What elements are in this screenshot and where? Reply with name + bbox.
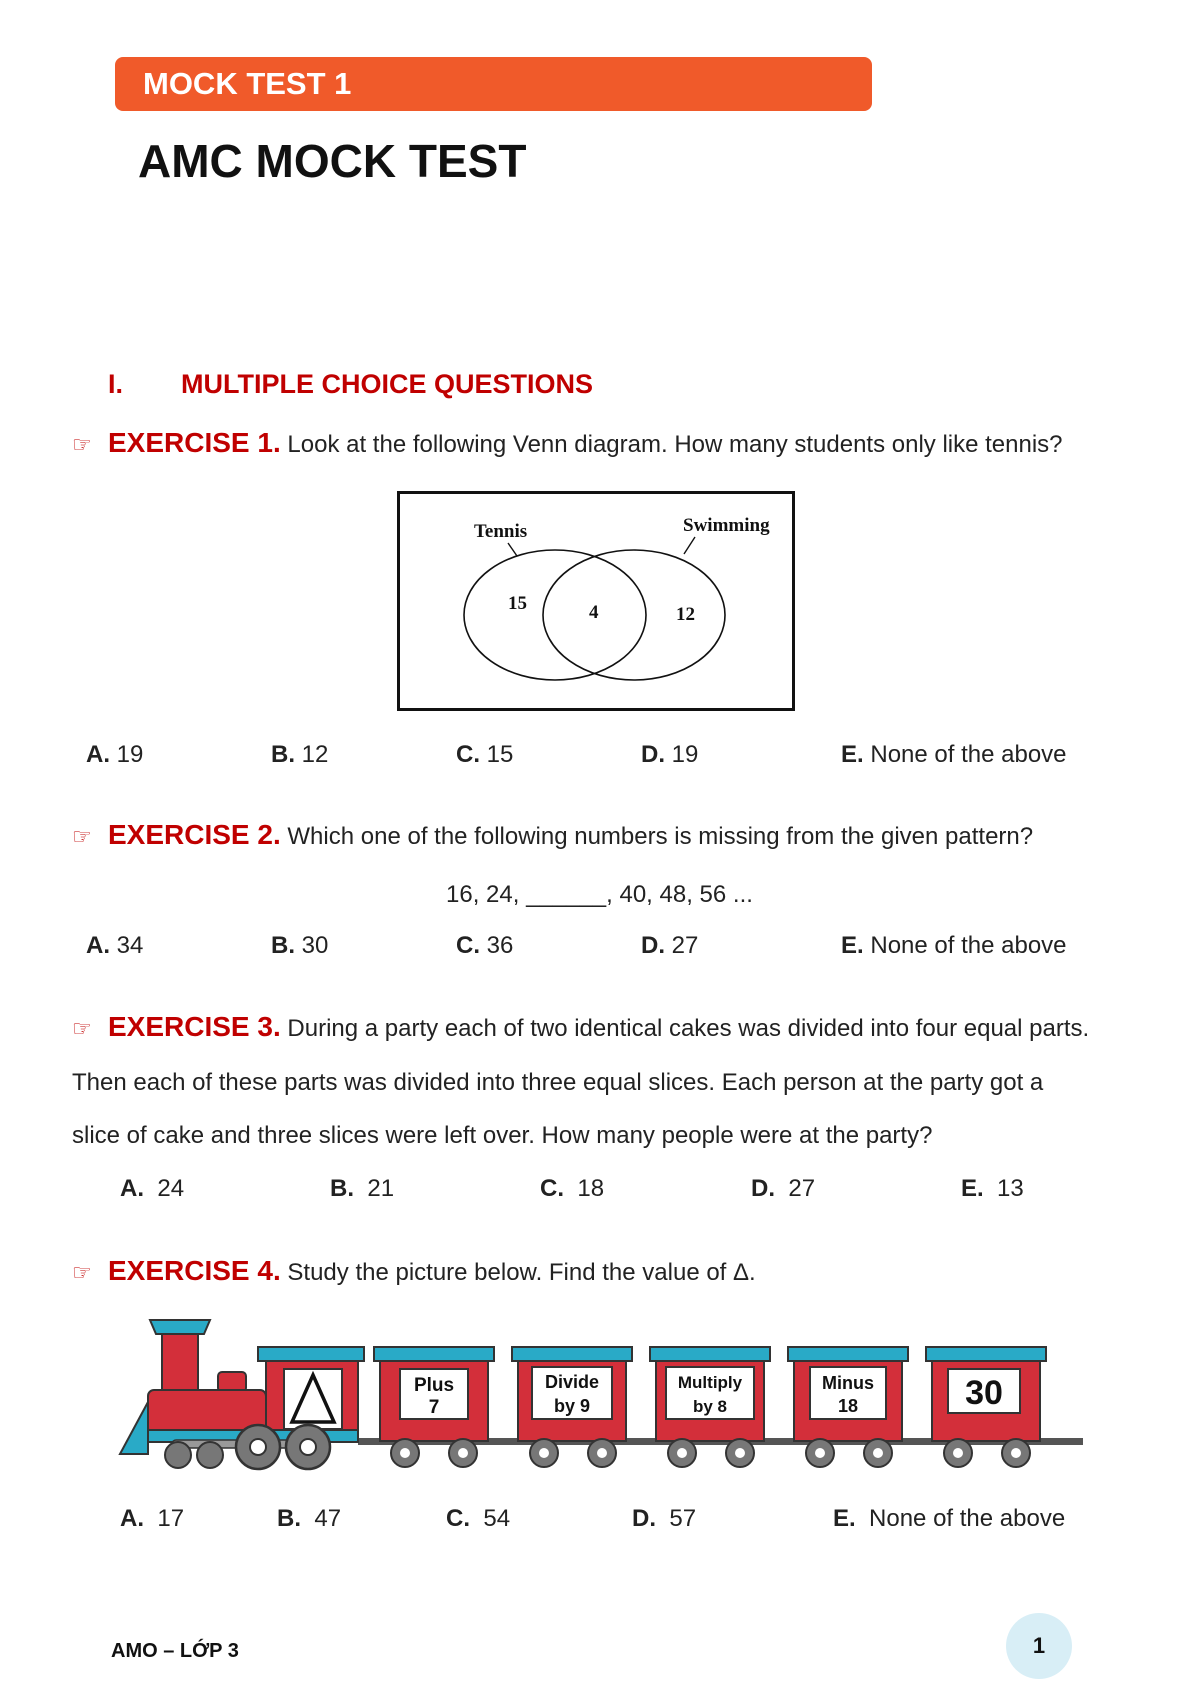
- exercise-3-text-line-3: slice of cake and three slices were left over. How many people were at the party?: [72, 1122, 933, 1149]
- ex3-option-d[interactable]: D. 27: [751, 1175, 816, 1202]
- ex2-option-e[interactable]: E. None of the above: [841, 932, 1067, 959]
- ex3-option-a[interactable]: A. 24: [120, 1175, 185, 1202]
- train-car-minus: [788, 1347, 908, 1467]
- exercise-3-text-line-2: Then each of these parts was divided into three equal slices. Each person at the party got a: [72, 1069, 1044, 1096]
- ex3-option-e[interactable]: E. 13: [961, 1175, 1024, 1202]
- ex4-option-e[interactable]: E. None of the above: [833, 1505, 1066, 1532]
- pointing-hand-icon: ☞: [72, 824, 92, 849]
- exercise-2-text: Which one of the following numbers is missing from the given pattern?: [287, 823, 1034, 850]
- ex1-option-b[interactable]: B. 12: [271, 741, 329, 768]
- ex4-option-a[interactable]: A. 17: [120, 1505, 185, 1532]
- ex4-option-d[interactable]: D. 57: [632, 1505, 697, 1532]
- ex1-option-d[interactable]: D. 19: [641, 741, 699, 768]
- tennis-label: Tennis: [474, 521, 528, 542]
- train-car-multiply: [650, 1347, 770, 1467]
- exercise-1-label: EXERCISE 1.: [108, 427, 281, 458]
- swimming-only-value: 12: [676, 604, 695, 625]
- exercise-1-question: [72, 427, 1063, 459]
- mock-test-banner: [115, 57, 872, 111]
- ex1-option-c[interactable]: C. 15: [456, 741, 514, 768]
- exercise-4-label: EXERCISE 4.: [108, 1255, 281, 1286]
- ex2-option-c[interactable]: C. 36: [456, 932, 514, 959]
- page-title: AMC MOCK TEST: [138, 135, 527, 187]
- car-2-line-1: Divide: [544, 1372, 600, 1392]
- pointing-hand-icon: ☞: [72, 1260, 92, 1285]
- number-pattern: 16, 24, ______, 40, 48, 56 ...: [446, 881, 753, 908]
- ex2-option-b[interactable]: B. 30: [271, 932, 329, 959]
- ex2-option-a[interactable]: A. 34: [86, 932, 144, 959]
- ex4-option-b[interactable]: B. 47: [277, 1505, 342, 1532]
- locomotive: [120, 1320, 364, 1469]
- venn-diagram: [397, 491, 795, 711]
- exercise-3-question: [72, 1011, 1089, 1043]
- ex4-option-c[interactable]: C. 54: [446, 1505, 511, 1532]
- footer-label: AMO – LỚP 3: [111, 1640, 239, 1662]
- swimming-circle: [543, 550, 725, 680]
- banner-label: MOCK TEST 1: [143, 66, 352, 101]
- exercise-2-question: [72, 819, 1033, 851]
- section-heading: [108, 369, 593, 400]
- pointing-hand-icon: ☞: [72, 432, 92, 457]
- exercise-3-label: EXERCISE 3.: [108, 1011, 281, 1042]
- car-3-line-1: Multiply: [677, 1373, 743, 1392]
- car-5-value: 30: [965, 1374, 1003, 1412]
- train-picture: [108, 1312, 1088, 1477]
- ex3-option-c[interactable]: C. 18: [540, 1175, 605, 1202]
- exercise-4-text: Study the picture below. Find the value of Δ.: [287, 1259, 756, 1286]
- exercise-2-label: EXERCISE 2.: [108, 819, 281, 850]
- section-number: I.: [108, 369, 124, 399]
- page-number: 1: [1006, 1613, 1072, 1679]
- car-4-line-1: Minus: [822, 1373, 874, 1393]
- swimming-label: Swimming: [683, 515, 770, 536]
- car-2-line-2: by 9: [553, 1396, 591, 1416]
- car-1-line-1: Plus: [413, 1375, 455, 1396]
- tennis-circle: [464, 550, 646, 680]
- train-car-plus: [374, 1347, 494, 1467]
- ex1-option-a[interactable]: A. 19: [86, 741, 144, 768]
- train-car-divide: [512, 1347, 632, 1467]
- exercise-3-text-line-1: During a party each of two identical cakes was divided into four equal parts.: [287, 1015, 1090, 1042]
- car-4-line-2: 18: [837, 1396, 859, 1416]
- car-1-line-2: 7: [428, 1397, 440, 1418]
- tennis-only-value: 15: [508, 593, 527, 614]
- ex1-option-e[interactable]: E. None of the above: [841, 741, 1067, 768]
- ex2-option-d[interactable]: D. 27: [641, 932, 699, 959]
- pointing-hand-icon: ☞: [72, 1016, 92, 1041]
- ex3-option-b[interactable]: B. 21: [330, 1175, 395, 1202]
- train-car-thirty: [926, 1347, 1046, 1467]
- exercise-1-text: Look at the following Venn diagram. How many students only like tennis?: [287, 431, 1063, 458]
- both-value: 4: [589, 602, 599, 623]
- exercise-4-question: [72, 1255, 756, 1287]
- car-3-line-2: by 8: [692, 1397, 728, 1416]
- section-title: MULTIPLE CHOICE QUESTIONS: [181, 369, 594, 399]
